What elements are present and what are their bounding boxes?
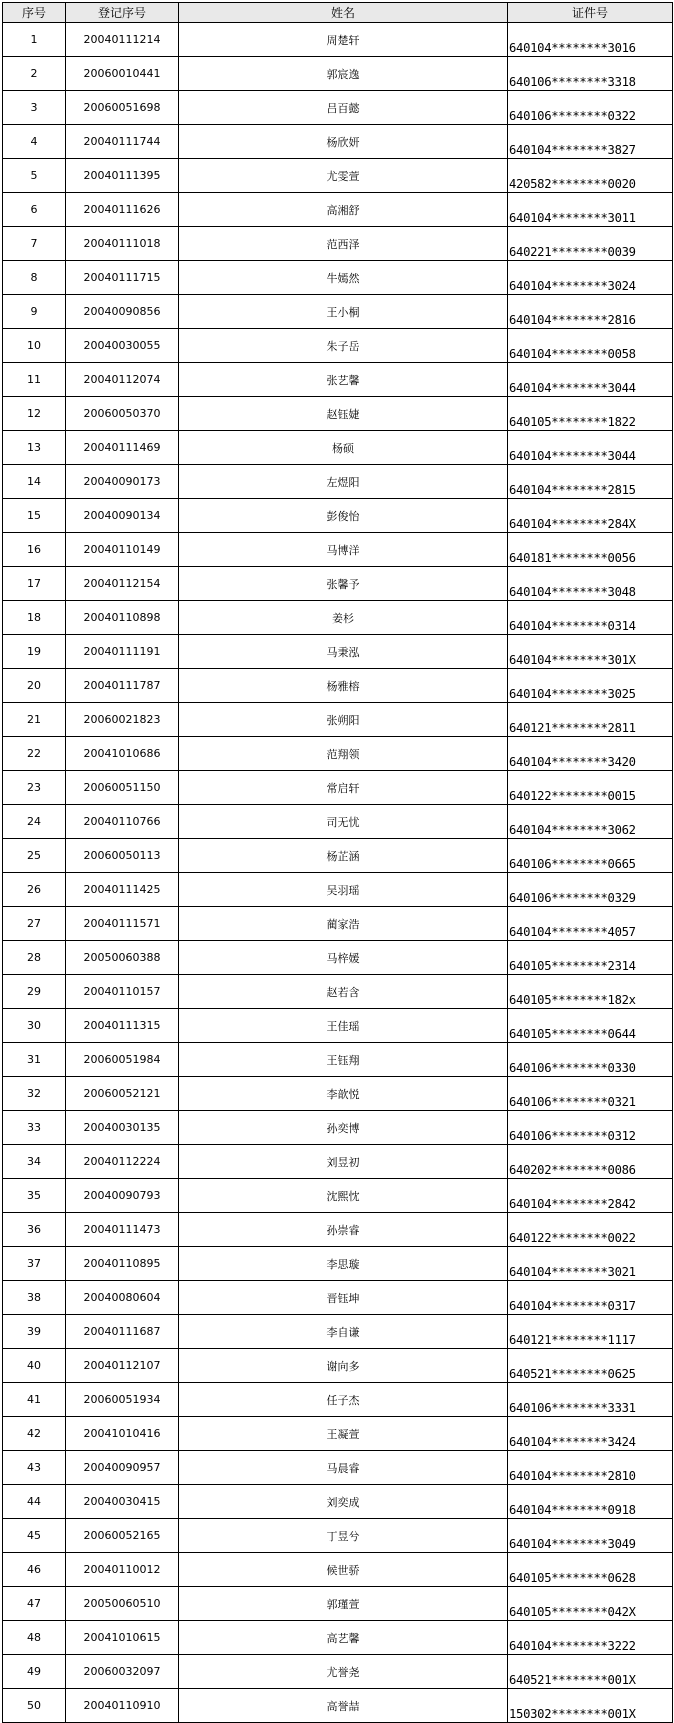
table-row — [3, 1689, 673, 1723]
cell-seq: 1 — [3, 23, 66, 57]
cell-seq: 10 — [3, 329, 66, 363]
cell-id-no: 640106********0312 — [508, 1111, 673, 1145]
table-row — [3, 567, 673, 601]
cell-reg-no: 20040110012 — [66, 1553, 179, 1587]
cell-reg-no: 20060021823 — [66, 703, 179, 737]
cell-reg-no: 20040110898 — [66, 601, 179, 635]
cell-name: 尤雯萱 — [179, 159, 508, 193]
cell-id-no: 640104********0314 — [508, 601, 673, 635]
cell-name: 尤誉尧 — [179, 1655, 508, 1689]
cell-reg-no: 20040030055 — [66, 329, 179, 363]
cell-name: 吴羽瑶 — [179, 873, 508, 907]
cell-seq: 12 — [3, 397, 66, 431]
cell-name: 沈熙忱 — [179, 1179, 508, 1213]
cell-reg-no: 20040030135 — [66, 1111, 179, 1145]
table-row — [3, 261, 673, 295]
table-row — [3, 1621, 673, 1655]
table-row — [3, 805, 673, 839]
table-row — [3, 1281, 673, 1315]
cell-name: 刘昱初 — [179, 1145, 508, 1179]
cell-name: 马博洋 — [179, 533, 508, 567]
roster-table — [2, 2, 673, 1723]
cell-seq: 48 — [3, 1621, 66, 1655]
cell-reg-no: 20040111214 — [66, 23, 179, 57]
cell-name: 李歆悦 — [179, 1077, 508, 1111]
cell-seq: 6 — [3, 193, 66, 227]
cell-seq: 39 — [3, 1315, 66, 1349]
cell-reg-no: 20040111191 — [66, 635, 179, 669]
cell-seq: 44 — [3, 1485, 66, 1519]
cell-seq: 42 — [3, 1417, 66, 1451]
cell-name: 孙崇睿 — [179, 1213, 508, 1247]
cell-name: 朱子岳 — [179, 329, 508, 363]
table-row — [3, 737, 673, 771]
cell-reg-no: 20040111018 — [66, 227, 179, 261]
cell-id-no: 640104********3016 — [508, 23, 673, 57]
cell-name: 刘奕成 — [179, 1485, 508, 1519]
cell-seq: 16 — [3, 533, 66, 567]
cell-reg-no: 20040030415 — [66, 1485, 179, 1519]
table-row — [3, 1383, 673, 1417]
cell-name: 牛嫣然 — [179, 261, 508, 295]
cell-id-no: 640104********3420 — [508, 737, 673, 771]
cell-id-no: 640104********4057 — [508, 907, 673, 941]
table-row — [3, 1349, 673, 1383]
cell-reg-no: 20040111571 — [66, 907, 179, 941]
cell-id-no: 640104********3025 — [508, 669, 673, 703]
cell-name: 候世骄 — [179, 1553, 508, 1587]
cell-seq: 41 — [3, 1383, 66, 1417]
cell-reg-no: 20060051934 — [66, 1383, 179, 1417]
cell-id-no: 640106********3331 — [508, 1383, 673, 1417]
cell-reg-no: 20040111687 — [66, 1315, 179, 1349]
cell-seq: 32 — [3, 1077, 66, 1111]
cell-name: 高艺馨 — [179, 1621, 508, 1655]
cell-id-no: 640104********2842 — [508, 1179, 673, 1213]
cell-id-no: 640104********3049 — [508, 1519, 673, 1553]
cell-reg-no: 20040090957 — [66, 1451, 179, 1485]
table-row — [3, 57, 673, 91]
cell-reg-no: 20040111715 — [66, 261, 179, 295]
table-row — [3, 941, 673, 975]
cell-id-no: 640104********3011 — [508, 193, 673, 227]
cell-name: 高湘舒 — [179, 193, 508, 227]
cell-reg-no: 20040112224 — [66, 1145, 179, 1179]
table-row — [3, 1417, 673, 1451]
cell-seq: 14 — [3, 465, 66, 499]
cell-reg-no: 20041010615 — [66, 1621, 179, 1655]
header-reg-no: 登记序号 — [66, 3, 179, 23]
cell-id-no: 640106********0330 — [508, 1043, 673, 1077]
cell-name: 赵若含 — [179, 975, 508, 1009]
cell-id-no: 640104********2810 — [508, 1451, 673, 1485]
table-row — [3, 975, 673, 1009]
cell-seq: 21 — [3, 703, 66, 737]
cell-reg-no: 20040111425 — [66, 873, 179, 907]
cell-id-no: 150302********001X — [508, 1689, 673, 1723]
cell-seq: 49 — [3, 1655, 66, 1689]
table-row — [3, 227, 673, 261]
cell-seq: 38 — [3, 1281, 66, 1315]
cell-name: 杨雅榕 — [179, 669, 508, 703]
cell-seq: 5 — [3, 159, 66, 193]
cell-id-no: 640104********284X — [508, 499, 673, 533]
cell-seq: 4 — [3, 125, 66, 159]
cell-id-no: 640104********3021 — [508, 1247, 673, 1281]
header-id-no: 证件号 — [508, 3, 673, 23]
table-row — [3, 1179, 673, 1213]
cell-name: 常启轩 — [179, 771, 508, 805]
cell-reg-no: 20060052121 — [66, 1077, 179, 1111]
cell-reg-no: 20060050370 — [66, 397, 179, 431]
cell-id-no: 640104********3048 — [508, 567, 673, 601]
table-row — [3, 329, 673, 363]
cell-reg-no: 20041010686 — [66, 737, 179, 771]
cell-name: 左煜阳 — [179, 465, 508, 499]
cell-name: 杨芷涵 — [179, 839, 508, 873]
cell-reg-no: 20040110149 — [66, 533, 179, 567]
cell-seq: 20 — [3, 669, 66, 703]
cell-id-no: 640104********0317 — [508, 1281, 673, 1315]
cell-reg-no: 20040111315 — [66, 1009, 179, 1043]
cell-id-no: 640105********182x — [508, 975, 673, 1009]
cell-name: 张朔阳 — [179, 703, 508, 737]
cell-name: 马晨睿 — [179, 1451, 508, 1485]
cell-id-no: 640121********1117 — [508, 1315, 673, 1349]
cell-id-no: 640121********2811 — [508, 703, 673, 737]
cell-name: 姜杉 — [179, 601, 508, 635]
table-row — [3, 669, 673, 703]
cell-seq: 24 — [3, 805, 66, 839]
cell-name: 张艺馨 — [179, 363, 508, 397]
table-row — [3, 363, 673, 397]
cell-reg-no: 20040112107 — [66, 1349, 179, 1383]
table-row — [3, 431, 673, 465]
cell-seq: 33 — [3, 1111, 66, 1145]
table-row — [3, 533, 673, 567]
cell-seq: 13 — [3, 431, 66, 465]
cell-id-no: 640106********0321 — [508, 1077, 673, 1111]
cell-seq: 27 — [3, 907, 66, 941]
cell-reg-no: 20040112074 — [66, 363, 179, 397]
cell-name: 李思璇 — [179, 1247, 508, 1281]
cell-reg-no: 20040110895 — [66, 1247, 179, 1281]
cell-id-no: 640202********0086 — [508, 1145, 673, 1179]
table-row — [3, 873, 673, 907]
cell-seq: 2 — [3, 57, 66, 91]
cell-seq: 34 — [3, 1145, 66, 1179]
cell-reg-no: 20050060510 — [66, 1587, 179, 1621]
cell-name: 王钰翔 — [179, 1043, 508, 1077]
table-row — [3, 635, 673, 669]
cell-reg-no: 20040090134 — [66, 499, 179, 533]
cell-name: 彭俊怡 — [179, 499, 508, 533]
cell-seq: 28 — [3, 941, 66, 975]
table-row — [3, 1145, 673, 1179]
cell-name: 马秉泓 — [179, 635, 508, 669]
header-row — [3, 3, 673, 23]
table-row — [3, 125, 673, 159]
cell-name: 司无忧 — [179, 805, 508, 839]
cell-id-no: 640221********0039 — [508, 227, 673, 261]
cell-id-no: 640104********2816 — [508, 295, 673, 329]
table-row — [3, 1043, 673, 1077]
cell-reg-no: 20060051698 — [66, 91, 179, 125]
cell-name: 范翔领 — [179, 737, 508, 771]
cell-reg-no: 20040090173 — [66, 465, 179, 499]
table-row — [3, 601, 673, 635]
cell-seq: 45 — [3, 1519, 66, 1553]
table-body — [3, 23, 673, 1723]
cell-seq: 7 — [3, 227, 66, 261]
cell-id-no: 640521********001X — [508, 1655, 673, 1689]
cell-reg-no: 20060050113 — [66, 839, 179, 873]
cell-name: 任子杰 — [179, 1383, 508, 1417]
cell-seq: 25 — [3, 839, 66, 873]
cell-reg-no: 20060032097 — [66, 1655, 179, 1689]
cell-seq: 35 — [3, 1179, 66, 1213]
cell-seq: 17 — [3, 567, 66, 601]
cell-id-no: 640104********3024 — [508, 261, 673, 295]
cell-id-no: 640104********3062 — [508, 805, 673, 839]
table-row — [3, 1553, 673, 1587]
cell-id-no: 640106********3318 — [508, 57, 673, 91]
cell-reg-no: 20040090856 — [66, 295, 179, 329]
cell-reg-no: 20040080604 — [66, 1281, 179, 1315]
cell-seq: 18 — [3, 601, 66, 635]
cell-name: 吕百懿 — [179, 91, 508, 125]
cell-id-no: 640105********1822 — [508, 397, 673, 431]
table-row — [3, 193, 673, 227]
cell-seq: 23 — [3, 771, 66, 805]
cell-id-no: 640104********3044 — [508, 363, 673, 397]
cell-name: 王佳瑶 — [179, 1009, 508, 1043]
cell-id-no: 640105********0644 — [508, 1009, 673, 1043]
cell-seq: 30 — [3, 1009, 66, 1043]
cell-reg-no: 20040111469 — [66, 431, 179, 465]
table-row — [3, 1111, 673, 1145]
cell-id-no: 640122********0015 — [508, 771, 673, 805]
table-row — [3, 1009, 673, 1043]
cell-reg-no: 20040112154 — [66, 567, 179, 601]
cell-reg-no: 20040090793 — [66, 1179, 179, 1213]
cell-reg-no: 20050060388 — [66, 941, 179, 975]
cell-id-no: 640105********0628 — [508, 1553, 673, 1587]
cell-seq: 47 — [3, 1587, 66, 1621]
cell-id-no: 640106********0665 — [508, 839, 673, 873]
cell-name: 郭瑾萱 — [179, 1587, 508, 1621]
cell-name: 蔺家浩 — [179, 907, 508, 941]
cell-id-no: 640104********3044 — [508, 431, 673, 465]
table-row — [3, 23, 673, 57]
cell-reg-no: 20060010441 — [66, 57, 179, 91]
table-row — [3, 1519, 673, 1553]
cell-id-no: 640181********0056 — [508, 533, 673, 567]
cell-id-no: 640105********2314 — [508, 941, 673, 975]
cell-seq: 29 — [3, 975, 66, 1009]
cell-id-no: 640521********0625 — [508, 1349, 673, 1383]
cell-id-no: 640122********0022 — [508, 1213, 673, 1247]
table-row — [3, 1451, 673, 1485]
table-row — [3, 1247, 673, 1281]
cell-seq: 36 — [3, 1213, 66, 1247]
table-row — [3, 839, 673, 873]
table-row — [3, 1587, 673, 1621]
cell-reg-no: 20040111473 — [66, 1213, 179, 1247]
cell-seq: 3 — [3, 91, 66, 125]
header-seq: 序号 — [3, 3, 66, 23]
table-row — [3, 397, 673, 431]
table-header — [3, 3, 673, 23]
table-row — [3, 1315, 673, 1349]
cell-reg-no: 20041010416 — [66, 1417, 179, 1451]
cell-name: 晋钰坤 — [179, 1281, 508, 1315]
cell-seq: 22 — [3, 737, 66, 771]
cell-id-no: 640105********042X — [508, 1587, 673, 1621]
cell-name: 杨欣妍 — [179, 125, 508, 159]
cell-name: 丁昱兮 — [179, 1519, 508, 1553]
cell-name: 杨硕 — [179, 431, 508, 465]
cell-seq: 46 — [3, 1553, 66, 1587]
cell-name: 王小桐 — [179, 295, 508, 329]
table-row — [3, 159, 673, 193]
cell-id-no: 420582********0020 — [508, 159, 673, 193]
cell-reg-no: 20060051984 — [66, 1043, 179, 1077]
cell-reg-no: 20040111744 — [66, 125, 179, 159]
cell-id-no: 640104********0058 — [508, 329, 673, 363]
cell-id-no: 640104********2815 — [508, 465, 673, 499]
cell-reg-no: 20040110766 — [66, 805, 179, 839]
cell-name: 赵钰婕 — [179, 397, 508, 431]
cell-name: 周楚轩 — [179, 23, 508, 57]
cell-id-no: 640104********0918 — [508, 1485, 673, 1519]
table-row — [3, 1213, 673, 1247]
cell-seq: 37 — [3, 1247, 66, 1281]
table-row — [3, 1655, 673, 1689]
cell-name: 张馨予 — [179, 567, 508, 601]
table-row — [3, 1485, 673, 1519]
cell-seq: 9 — [3, 295, 66, 329]
cell-reg-no: 20040111395 — [66, 159, 179, 193]
cell-seq: 26 — [3, 873, 66, 907]
table-row — [3, 499, 673, 533]
cell-id-no: 640106********0329 — [508, 873, 673, 907]
cell-name: 高誉喆 — [179, 1689, 508, 1723]
cell-id-no: 640104********3827 — [508, 125, 673, 159]
cell-reg-no: 20040111626 — [66, 193, 179, 227]
cell-id-no: 640104********3222 — [508, 1621, 673, 1655]
cell-id-no: 640104********301X — [508, 635, 673, 669]
cell-seq: 15 — [3, 499, 66, 533]
cell-reg-no: 20040110910 — [66, 1689, 179, 1723]
cell-seq: 8 — [3, 261, 66, 295]
cell-id-no: 640104********3424 — [508, 1417, 673, 1451]
cell-seq: 40 — [3, 1349, 66, 1383]
cell-name: 王凝萱 — [179, 1417, 508, 1451]
header-name: 姓名 — [179, 3, 508, 23]
cell-seq: 43 — [3, 1451, 66, 1485]
cell-seq: 50 — [3, 1689, 66, 1723]
cell-name: 郭宸逸 — [179, 57, 508, 91]
cell-id-no: 640106********0322 — [508, 91, 673, 125]
table-row — [3, 295, 673, 329]
table-row — [3, 91, 673, 125]
table-row — [3, 771, 673, 805]
cell-seq: 31 — [3, 1043, 66, 1077]
cell-name: 孙奕博 — [179, 1111, 508, 1145]
cell-name: 马梓媛 — [179, 941, 508, 975]
cell-name: 李自谦 — [179, 1315, 508, 1349]
cell-name: 谢向多 — [179, 1349, 508, 1383]
cell-seq: 19 — [3, 635, 66, 669]
cell-reg-no: 20040111787 — [66, 669, 179, 703]
table-row — [3, 907, 673, 941]
cell-name: 范西泽 — [179, 227, 508, 261]
table-row — [3, 703, 673, 737]
cell-reg-no: 20060052165 — [66, 1519, 179, 1553]
table-row — [3, 465, 673, 499]
table-row — [3, 1077, 673, 1111]
cell-seq: 11 — [3, 363, 66, 397]
cell-reg-no: 20040110157 — [66, 975, 179, 1009]
cell-reg-no: 20060051150 — [66, 771, 179, 805]
